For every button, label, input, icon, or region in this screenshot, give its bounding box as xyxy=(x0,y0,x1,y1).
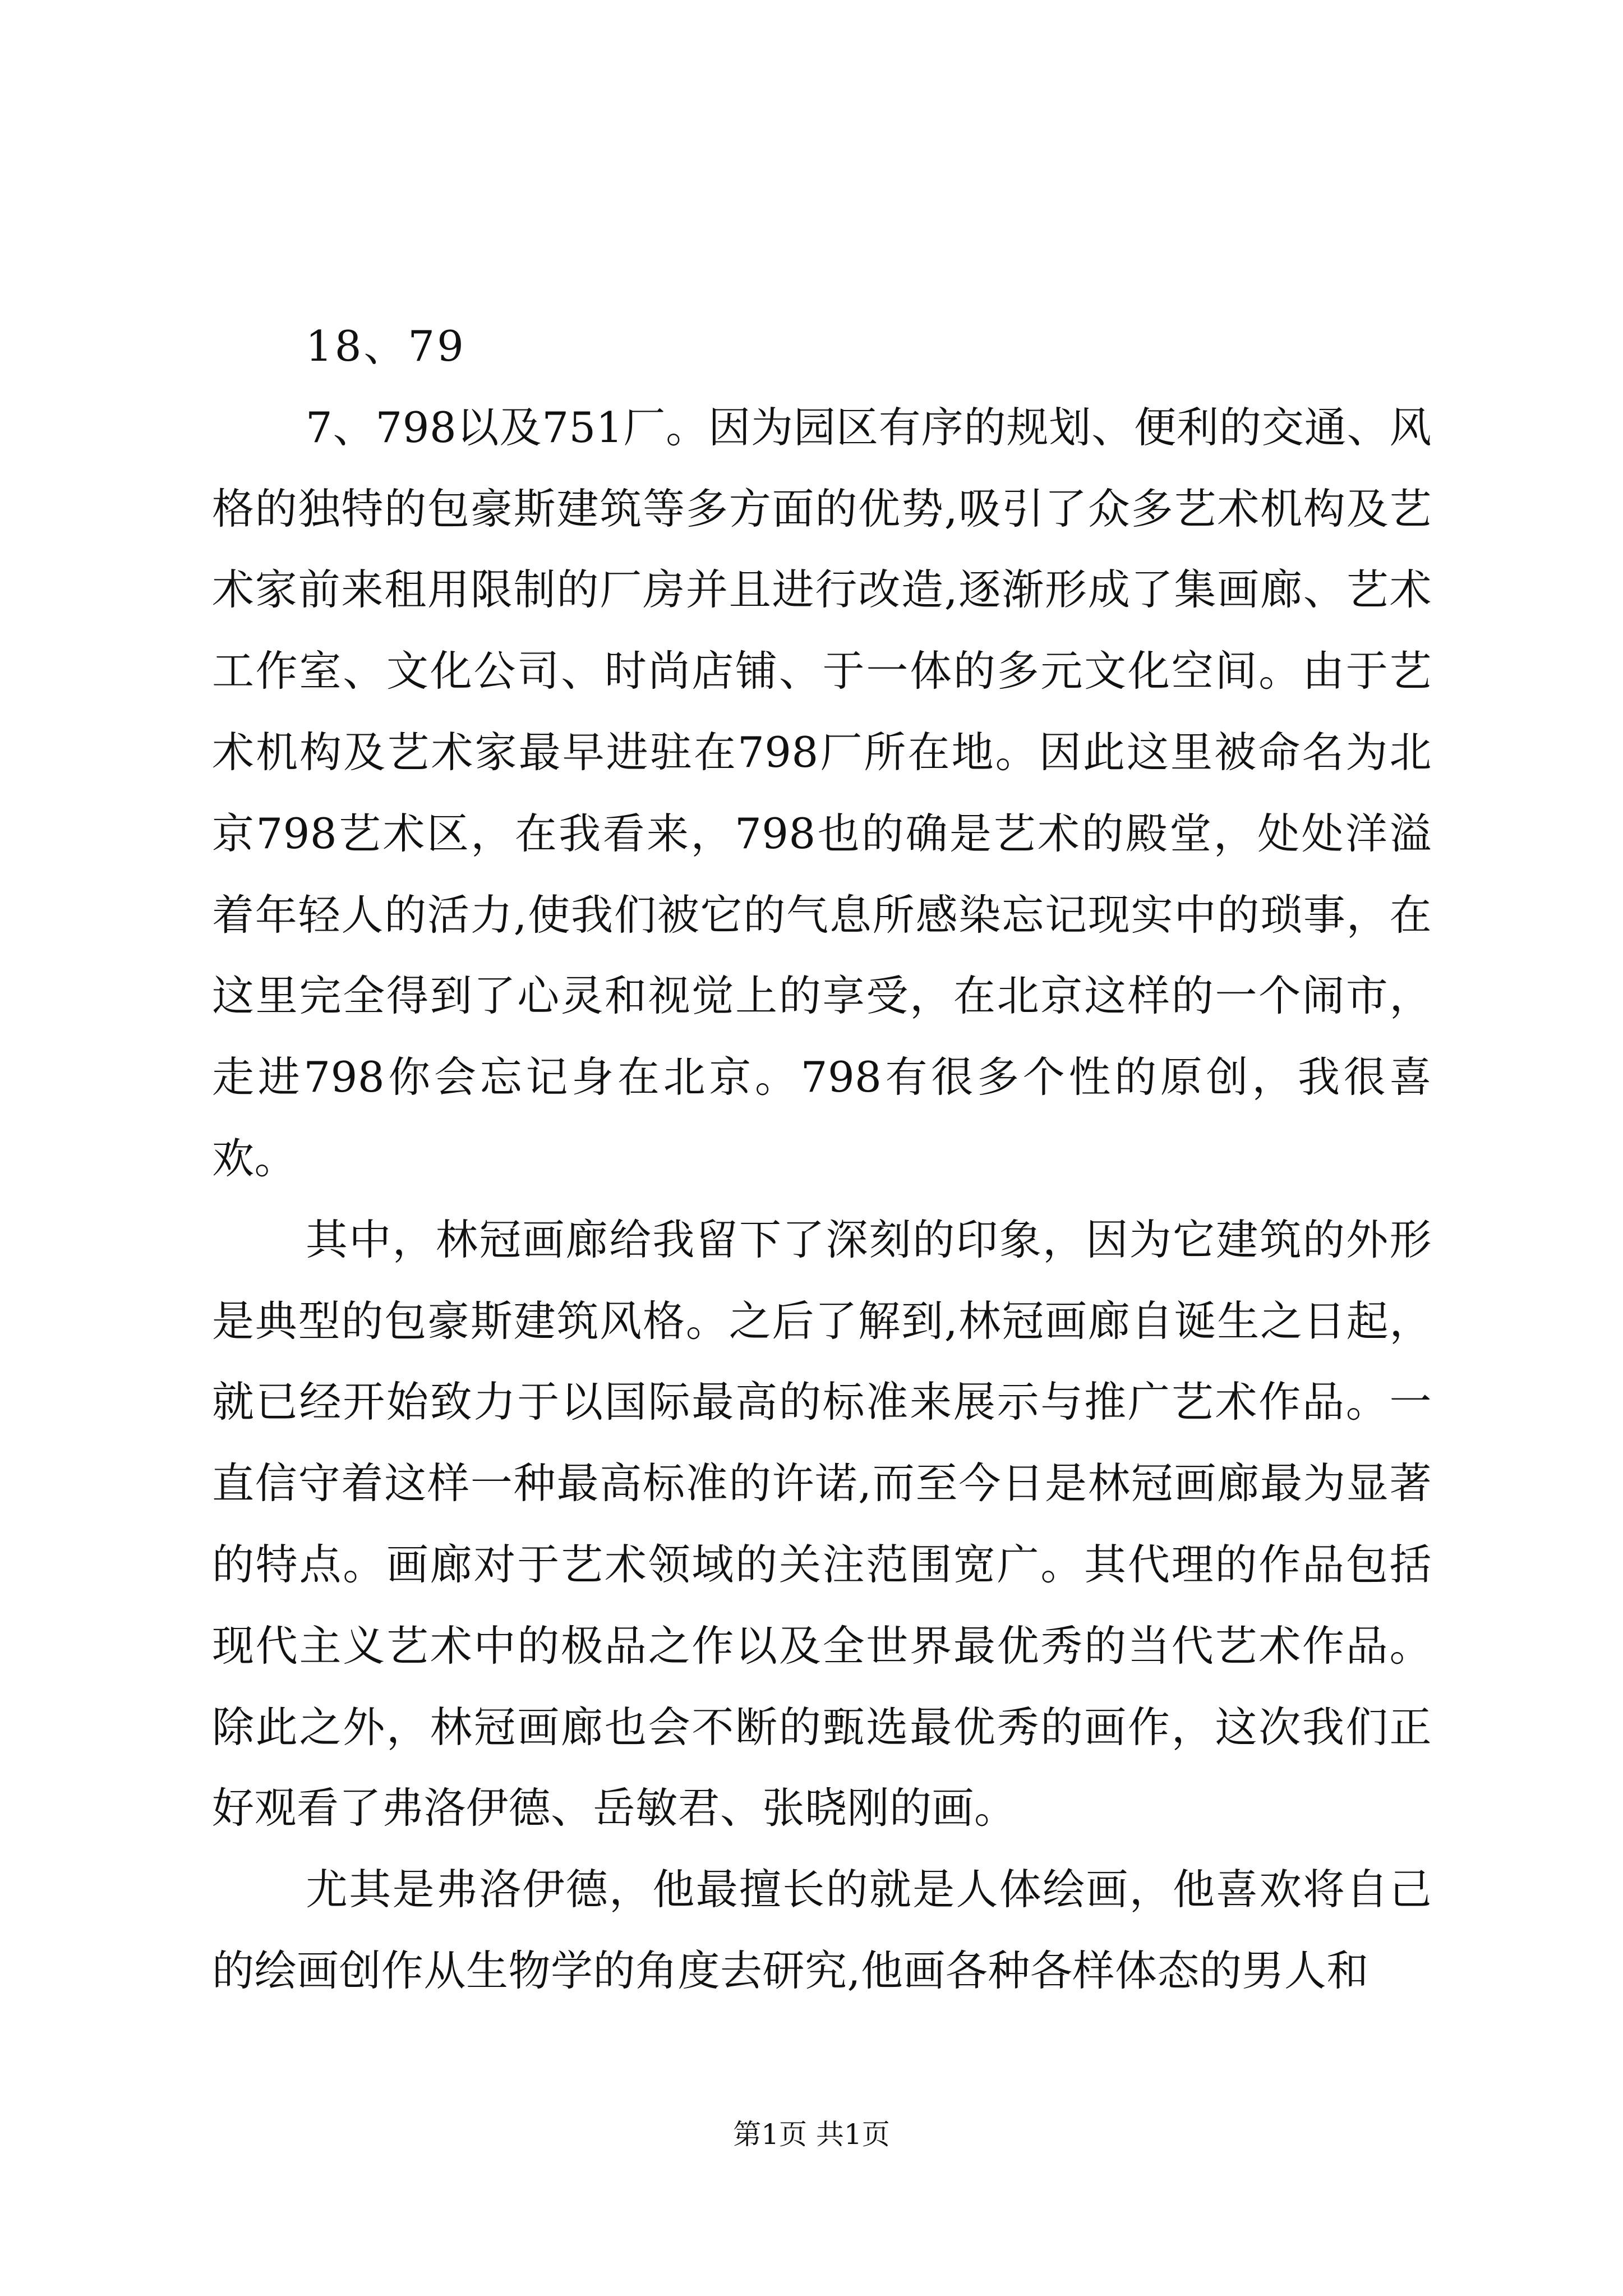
paragraph-798-art-district: 7、798以及751厂。因为园区有序的规划、便利的交通、风格的独特的包豪斯建筑等多方面的优势,吸引了众多艺术机构及艺术家前来租用限制的厂房并且进行改造,逐渐形成了集画廊、艺术工作室、文化公司、时尚店铺、于一体的多元文化空间。由于艺术机构及艺术家最早进驻在798厂所在地。因此这里被命名为北京798艺术区，在我看来，798也的确是艺术的殿堂，处处洋溢着年轻人的活力,使我们被它的气息所感染忘记现实中的琐事，在这里完全得到了心灵和视觉上的享受，在北京这样的一个闹市，走进798你会忘记身在北京。798有很多个性的原创，我很喜欢。 xyxy=(212,402,1432,1183)
document-body xyxy=(212,306,1432,2012)
page-footer: 第1页 共1页 xyxy=(733,2118,890,2151)
paragraph-intro: 18、79 xyxy=(306,321,466,371)
paragraph-pace-gallery: 其中，林冠画廊给我留下了深刻的印象，因为它建筑的外形是典型的包豪斯建筑风格。之后了解到,林冠画廊自诞生之日起，就已经开始致力于以国际最高的标准来展示与推广艺术作品。一直信守着这样一种最高标准的许诺,而至今日是林冠画廊最为显著的特点。画廊对于艺术领域的关注范围宽广。其代理的作品包括现代主义艺术中的极品之作以及全世界最优秀的当代艺术作品。除此之外，林冠画廊也会不断的甄选最优秀的画作，这次我们正好观看了弗洛伊德、岳敏君、张晓刚的画。 xyxy=(212,1214,1432,1833)
paragraph-freud: 尤其是弗洛伊德，他最擅长的就是人体绘画，他喜欢将自己的绘画创作从生物学的角度去研究,他画各种各样体态的男人和 xyxy=(212,1865,1432,1995)
